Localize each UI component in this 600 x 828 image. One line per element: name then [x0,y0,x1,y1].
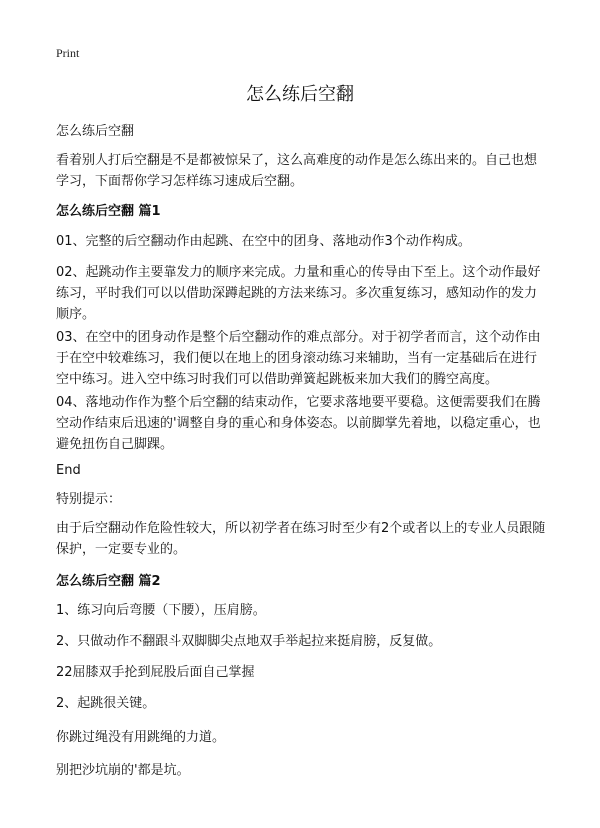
section2-paragraph-2: 2、只做动作不翻跟斗双脚脚尖点地双手举起拉来挺肩膀，反复做。 [56,634,442,649]
section2-paragraph-1: 1、练习向后弯腰（下腰），压肩膀。 [56,603,266,618]
section1-paragraph-3: 03、在空中的团身动作是整个后空翻动作的难点部分。对于初学者而言，这个动作由于在空中较难练习，我们便以在地上的团身滚动练习来辅助，当有一定基础后在进行空中练习。进入空中练习时我们可以借助弹簧起跳板来加大我们的腾空高度。 [56,330,541,387]
intro-paragraph: 看着别人打后空翻是不是都被惊呆了，这么高难度的动作是怎么练出来的。自己也想学习，下面帮你学习怎样练习速成后空翻。 [56,153,538,189]
section2-paragraph-5: 你跳过绳没有用跳绳的力道。 [56,730,226,745]
page-title: 怎么练后空翻 [246,84,354,105]
section2-paragraph-6: 别把沙坑崩的'都是坑。 [56,763,190,778]
end-marker: End [56,463,81,478]
tip-paragraph: 由于后空翻动作危险性较大，所以初学者在练习时至少有2个或者以上的专业人员跟随保护，一定要专业的。 [56,521,546,557]
section2-paragraph-4: 2、起跳很关键。 [56,696,156,711]
print-link[interactable]: Print [56,46,80,60]
section1-heading: 怎么练后空翻 篇1 [56,204,161,219]
section1-paragraph-2: 02、起跳动作主要靠发力的顺序来完成。力量和重心的传导由下至上。这个动作最好练习，平时我们可以以借助深蹲起跳的方法来练习。多次重复练习，感知动作的发力顺序。 [56,265,541,322]
section1-paragraph-1: 01、完整的后空翻动作由起跳、在空中的团身、落地动作3个动作构成。 [56,234,471,249]
section1-paragraph-4: 04、落地动作作为整个后空翻的结束动作，它要求落地要平要稳。这便需要我们在腾空动作结束后迅速的'调整自身的重心和身体姿态。以前脚掌先着地，以稳定重心，也避免扭伤自己脚踝。 [56,395,541,452]
subtitle: 怎么练后空翻 [56,124,135,139]
section2-paragraph-3: 22屈膝双手抡到屁股后面自己掌握 [56,665,255,680]
tip-label: 特别提示： [56,492,122,507]
section2-heading: 怎么练后空翻 篇2 [56,574,161,589]
